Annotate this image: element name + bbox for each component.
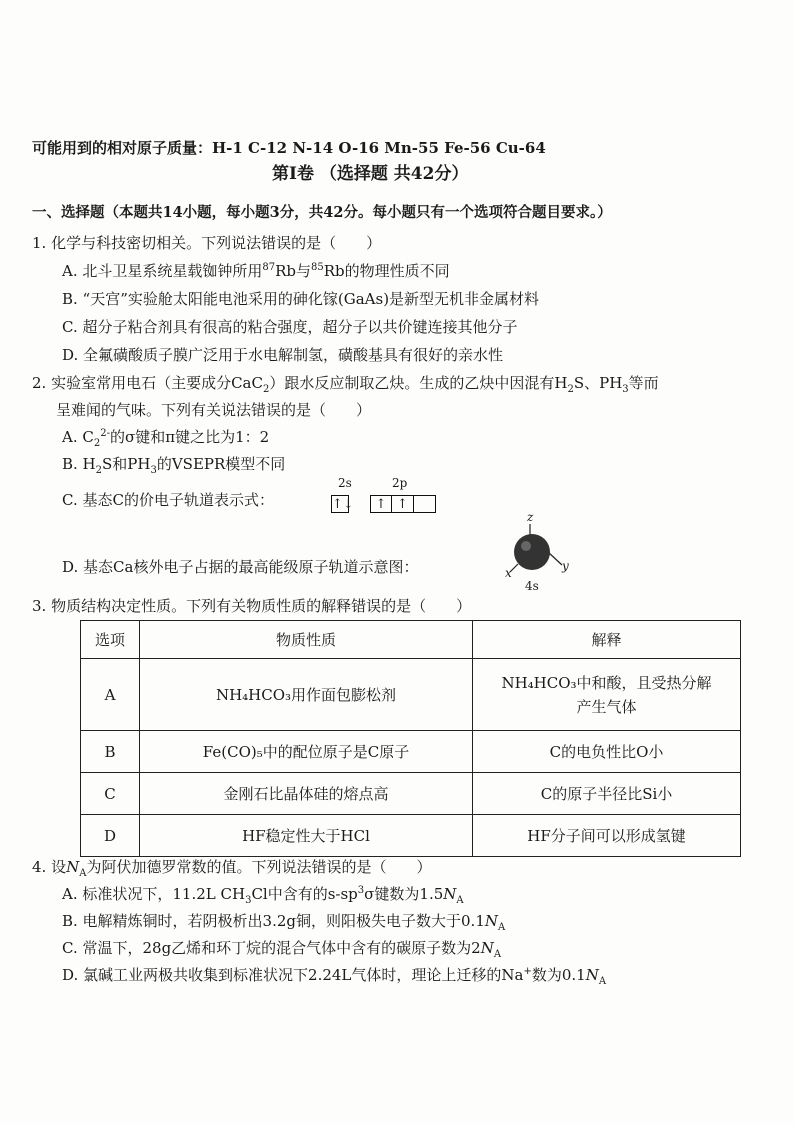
q1-a-mass2: 85 — [311, 262, 324, 273]
q4-na-sub: A — [79, 868, 87, 879]
q2-stem-a: 2. 实验室常用电石（主要成分CaC — [32, 374, 263, 392]
header-property: 物质性质 — [140, 621, 473, 659]
row-option: B — [81, 731, 140, 773]
axis-label-y: y — [562, 559, 569, 573]
q4-a-na-sub: A — [456, 895, 464, 906]
q4-d-pre: D. 氯碱工业两极共收集到标准状况下2.24L气体时，理论上迁移的Na — [62, 966, 524, 984]
q4-c-pre: C. 常温下，28g乙烯和环丁烷的混合气体中含有的碳原子数为2 — [62, 939, 481, 957]
q4-a-sup: 3 — [357, 885, 365, 896]
q2-b-sub2: 2 — [95, 465, 103, 476]
row-option: D — [81, 815, 140, 857]
q2-sub-ph3: 3 — [622, 384, 629, 395]
table-row — [81, 815, 741, 857]
q2-option-c: C. 基态C的价电子轨道表示式： — [62, 491, 274, 509]
atomic-masses-line: 可能用到的相对原子质量：H-1 C-12 N-14 O-16 Mn-55 Fe-56 Cu-64 — [32, 139, 546, 157]
q4-b-na: N — [484, 912, 498, 930]
header-option: 选项 — [81, 621, 140, 659]
q4-b-na-sub: A — [498, 922, 506, 933]
section-title: 一、选择题（本题共14小题，每小题3分，共42分。每小题只有一个选项符合题目要求。） — [32, 204, 612, 221]
q2-b-sub3: 3 — [150, 465, 157, 476]
orbital-2s-box — [331, 494, 354, 513]
orbital-label-4s: 4s — [525, 579, 539, 593]
table-row — [81, 659, 741, 731]
row-property: HF稳定性大于HCl — [140, 815, 473, 857]
q4-stem — [32, 856, 431, 878]
sphere-highlight — [521, 541, 531, 551]
q1-a-el1: Rb与 — [275, 262, 312, 280]
q4-a-mid: Cl中含有的s-sp — [251, 885, 358, 903]
q2-stem-line2: 呈难闻的气味。下列有关说法错误的是（ ） — [56, 401, 372, 419]
q2-stem-b: ）跟水反应制取乙炔。生成的乙炔中因混有H — [269, 374, 568, 392]
q4-option-a — [62, 883, 464, 905]
q1-a-pre: A. 北斗卫星系统星载铷钟所用 — [62, 262, 263, 280]
q2-option-b — [62, 453, 285, 475]
q2-sub-cac2: 2 — [262, 384, 270, 395]
q2-a-sub: 2 — [93, 438, 101, 449]
orbital-label-2p: 2p — [392, 476, 408, 490]
q4-na: N — [66, 858, 80, 876]
q4-d-na: N — [585, 966, 599, 984]
row-option: C — [81, 773, 140, 815]
row-property: NH₄HCO₃用作面包膨松剂 — [140, 659, 473, 731]
q4-c-na: N — [480, 939, 494, 957]
q2-stem-line1 — [32, 372, 659, 394]
row-property: Fe(CO)₅中的配位原子是C原子 — [140, 731, 473, 773]
q4-stem-pre: 4. 设 — [32, 858, 67, 876]
row-explanation: C的电负性比O小 — [473, 731, 741, 773]
q2-option-a — [62, 426, 269, 448]
4s-orbital-diagram — [500, 510, 580, 595]
q4-a-pre: A. 标准状况下，11.2L CH — [62, 885, 246, 903]
q4-d-plus: + — [523, 966, 532, 977]
q2-a-charge: 2- — [100, 428, 110, 439]
y-axis — [548, 552, 562, 565]
q1-a-mass1: 87 — [262, 262, 276, 273]
q2-stem-d: 等而 — [628, 374, 659, 392]
row-property: 金刚石比晶体硅的熔点高 — [140, 773, 473, 815]
q3-stem: 3. 物质结构决定性质。下列有关物质性质的解释错误的是（ ） — [32, 597, 472, 615]
q4-a-sub: 3 — [245, 895, 252, 906]
row-explanation: NH₄HCO₃中和酸，且受热分解产生气体 — [473, 659, 741, 731]
axis-label-z: z — [527, 510, 534, 524]
header-explanation: 解释 — [473, 621, 741, 659]
q3-table — [80, 620, 741, 857]
q4-option-c — [62, 937, 501, 959]
table-row — [81, 773, 741, 815]
q1-a-el2: Rb的物理性质不同 — [323, 262, 450, 280]
q1-option-b: B. “天宫”实验舱太阳能电池采用的砷化镓(GaAs)是新型无机非金属材料 — [62, 290, 540, 308]
empty-orbital-box — [414, 495, 436, 513]
row-explanation: C的原子半径比Si小 — [473, 773, 741, 815]
q1-option-a — [62, 260, 450, 282]
q4-option-b — [62, 910, 505, 932]
row-explanation: HF分子间可以形成氢键 — [473, 815, 741, 857]
q2-sub-h2s: 2 — [567, 384, 574, 395]
table-header-row — [81, 621, 741, 659]
row-option: A — [81, 659, 140, 731]
4s-sphere — [514, 534, 550, 570]
q4-option-d — [62, 964, 606, 986]
orbital-2p-boxes — [370, 494, 436, 513]
q2-a-pre: A. C — [62, 428, 94, 446]
table-row — [81, 731, 741, 773]
q2-stem-c: S、PH — [573, 374, 623, 392]
q1-option-c: C. 超分子粘合剂具有很高的粘合强度，超分子以共价键连接其他分子 — [62, 318, 518, 336]
q2-b-pre: B. H — [62, 455, 96, 473]
q4-a-post: σ键数为1.5 — [364, 885, 444, 903]
updown-arrow-icon: ↑↓ — [332, 497, 354, 512]
q4-b-pre: B. 电解精炼铜时，若阴极析出3.2g铜，则阳极失电子数大于0.1 — [62, 912, 485, 930]
orbital-label-2s: 2s — [338, 476, 352, 490]
axis-label-x: x — [505, 566, 512, 580]
q1-option-d: D. 全氟磺酸质子膜广泛用于水电解制氢，磺酸基具有很好的亲水性 — [62, 346, 504, 364]
q4-d-na-sub: A — [598, 976, 607, 987]
up-arrow-icon: ↑ — [392, 495, 414, 513]
q2-option-d: D. 基态Ca核外电子占据的最高能级原子轨道示意图： — [62, 558, 419, 576]
volume-title: 第Ⅰ卷 （选择题 共42分） — [272, 164, 469, 184]
q2-a-post: 的σ键和π键之比为1：2 — [109, 428, 270, 446]
q4-a-na: N — [443, 885, 457, 903]
q4-d-post: 数为0.1 — [531, 966, 586, 984]
q4-stem-post: 为阿伏加德罗常数的值。下列说法错误的是（ ） — [86, 858, 432, 876]
up-arrow-icon: ↑ — [370, 495, 392, 513]
q2-b-post: 的VSEPR模型不同 — [156, 455, 286, 473]
q1-stem: 1. 化学与科技密切相关。下列说法错误的是（ ） — [32, 234, 382, 252]
q2-b-mid: S和PH — [102, 455, 151, 473]
q4-c-na-sub: A — [493, 949, 502, 960]
